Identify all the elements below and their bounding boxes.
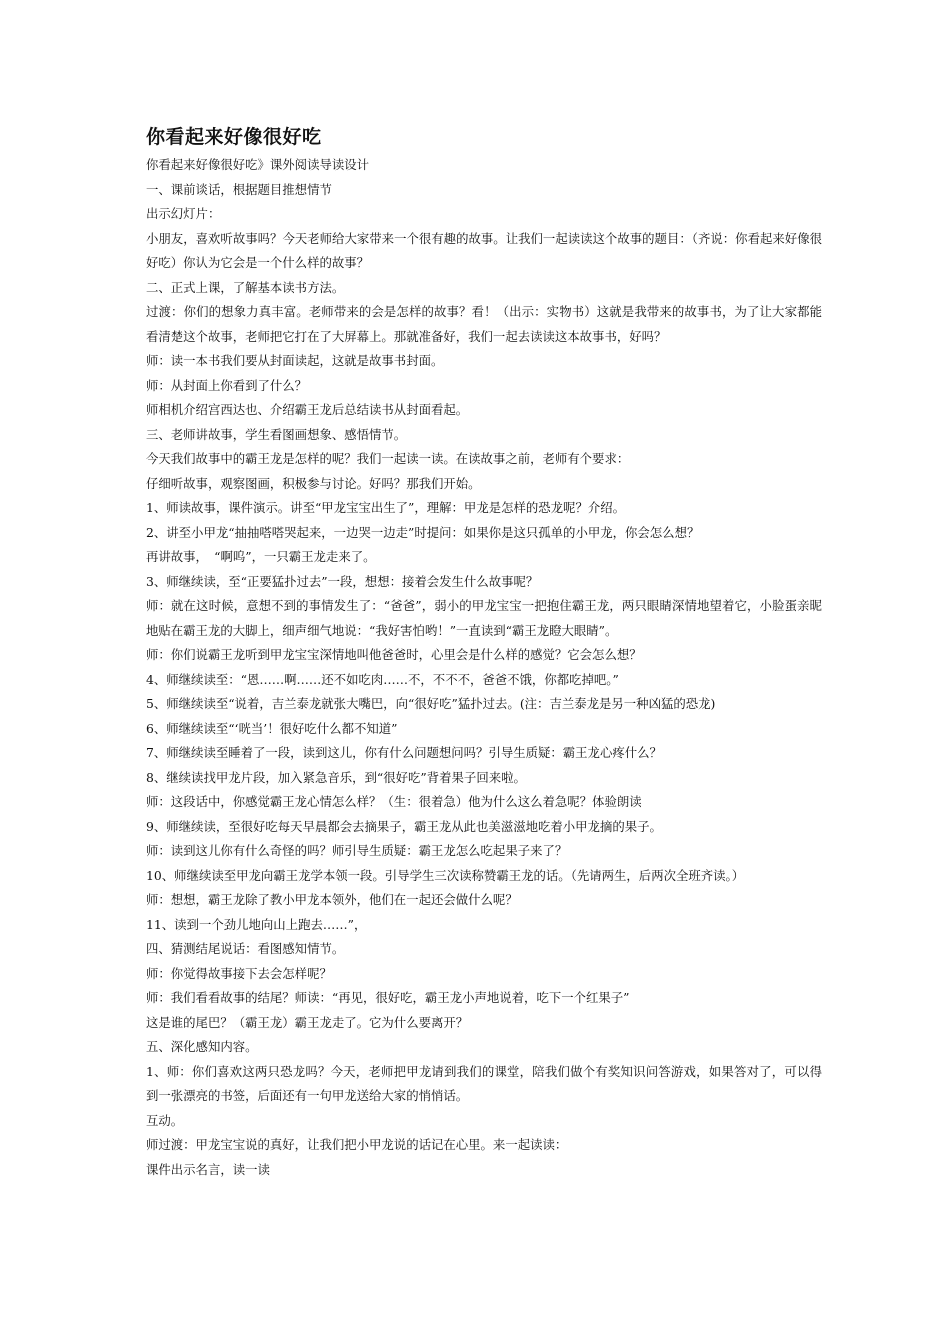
paragraph: 一、课前谈话，根据题目推想情节 [146, 181, 332, 197]
paragraph: 7、师继续读至睡着了一段，读到这儿，你有什么问题想问吗？引导生质疑：霸王龙心疼什么？ [146, 745, 662, 760]
document-body [146, 122, 822, 1182]
paragraph: 师：从封面上你看到了什么？ [146, 377, 308, 393]
paragraph: 师：想想，霸王龙除了教小甲龙本领外，他们在一起还会做什么呢？ [146, 892, 518, 907]
paragraph: 仔细听故事，观察图画，积极参与讨论。好吗？那我们开始。 [146, 475, 481, 491]
paragraph: 6、师继续读至“‘咣当’！很好吃什么都不知道” [146, 720, 398, 736]
paragraph: 出示幻灯片： [146, 206, 221, 221]
paragraph: 1、师：你们喜欢这两只恐龙吗？今天，老师把甲龙请到我们的课堂，陪我们做个有奖知识问答游戏，如果答对了，可以得到一张漂亮的书签，后面还有一句甲龙送给大家的悄悄话。 [146, 1063, 822, 1103]
paragraph: 三、老师讲故事，学生看图画想象、感悟情节。 [146, 426, 407, 442]
paragraph: 5、师继续读至“说着，吉兰泰龙就张大嘴巴，向“很好吃”猛扑过去。(注：吉兰泰龙是另一种凶猛的恐龙) [146, 696, 716, 711]
paragraph: 互动。 [146, 1112, 184, 1128]
paragraph: 课件出示名言，读一读 [146, 1161, 270, 1177]
paragraph: 今天我们故事中的霸王龙是怎样的呢？我们一起读一读。在读故事之前，老师有个要求： [146, 451, 630, 466]
paragraph: 小朋友，喜欢听故事吗？今天老师给大家带来一个很有趣的故事。让我们一起读读这个故事的题目：（齐说：你看起来好像很好吃）你认为它会是一个什么样的故事？ [146, 230, 822, 270]
paragraph: 师：你觉得故事接下去会怎样呢？ [146, 965, 332, 981]
paragraph: 1、师读故事，课件演示。讲至“甲龙宝宝出生了”，理解：甲龙是怎样的恐龙呢？介绍。 [146, 500, 626, 515]
paragraph: 师：这段话中，你感觉霸王龙心情怎么样？（生：很着急）他为什么这么着急呢？体验朗读 [146, 794, 642, 809]
paragraph: 五、深化感知内容。 [146, 1039, 258, 1054]
paragraph: 再讲故事， “啊呜”，一只霸王龙走来了。 [146, 549, 376, 564]
paragraph: 师：你们说霸王龙听到甲龙宝宝深情地叫他爸爸时，心里会是什么样的感觉？它会怎么想？ [146, 647, 642, 662]
document-title: 你看起来好像很好吃 [146, 126, 322, 148]
paragraph: 3、师继续读，至“正要猛扑过去”一段，想想：接着会发生什么故事呢？ [146, 573, 539, 589]
paragraph: 10、师继续读至甲龙向霸王龙学本领一段。引导学生三次读称赞霸王龙的话。（先请两生，后两次全班齐读。） [146, 867, 745, 883]
paragraph: 二、正式上课，了解基本读书方法。 [146, 279, 345, 295]
paragraph: 11、读到一个劲儿地向山上跑去……”， [146, 916, 367, 932]
paragraph: 四、猜测结尾说话：看图感知情节。 [146, 941, 345, 956]
paragraph: 师：就在这时候，意想不到的事情发生了：“爸爸”，弱小的甲龙宝宝一把抱住霸王龙，两只眼睛深情地望着它，小脸蛋亲昵地贴在霸王龙的大脚上，细声细气地说：“我好害怕哟！”一直读到“霸王龙瞪大眼睛”。 [146, 598, 822, 638]
paragraph: 师相机介绍宫西达也、介绍霸王龙后总结读书从封面看起。 [146, 402, 469, 417]
paragraph: 4、师继续读至：“恩……啊……还不如吃肉……不，不不不，爸爸不饿，你都吃掉吧。” [146, 671, 619, 687]
paragraph: 8、继续读找甲龙片段，加入紧急音乐，到“很好吃”背着果子回来啦。 [146, 769, 526, 785]
paragraph: 9、师继续读，至很好吃每天早晨都会去摘果子，霸王龙从此也美滋滋地吃着小甲龙摘的果子。 [146, 818, 662, 834]
paragraph: 2、讲至小甲龙“抽抽嗒嗒哭起来，一边哭一边走”时提问：如果你是这只孤单的小甲龙，你会怎么想？ [146, 524, 700, 540]
paragraph: 师过渡：甲龙宝宝说的真好，让我们把小甲龙说的话记在心里。来一起读读： [146, 1137, 568, 1152]
paragraph: 这是谁的尾巴？（霸王龙）霸王龙走了。它为什么要离开？ [146, 1014, 469, 1030]
paragraph: 师：读一本书我们要从封面读起，这就是故事书封面。 [146, 353, 444, 368]
paragraph: 过渡：你们的想象力真丰富。老师带来的会是怎样的故事？看！（出示：实物书）这就是我带来的故事书，为了让大家都能看清楚这个故事，老师把它打在了大屏幕上。那就准备好，我们一起去读读这本故事书，好吗？ [146, 304, 822, 344]
paragraph: 你看起来好像很好吃》课外阅读导读设计 [146, 157, 370, 172]
paragraph: 师：读到这儿你有什么奇怪的吗？师引导生质疑：霸王龙怎么吃起果子来了？ [146, 843, 568, 858]
paragraph: 师：我们看看故事的结尾？师读：“再见，很好吃，霸王龙小声地说着，吃下一个红果子” [146, 990, 630, 1005]
